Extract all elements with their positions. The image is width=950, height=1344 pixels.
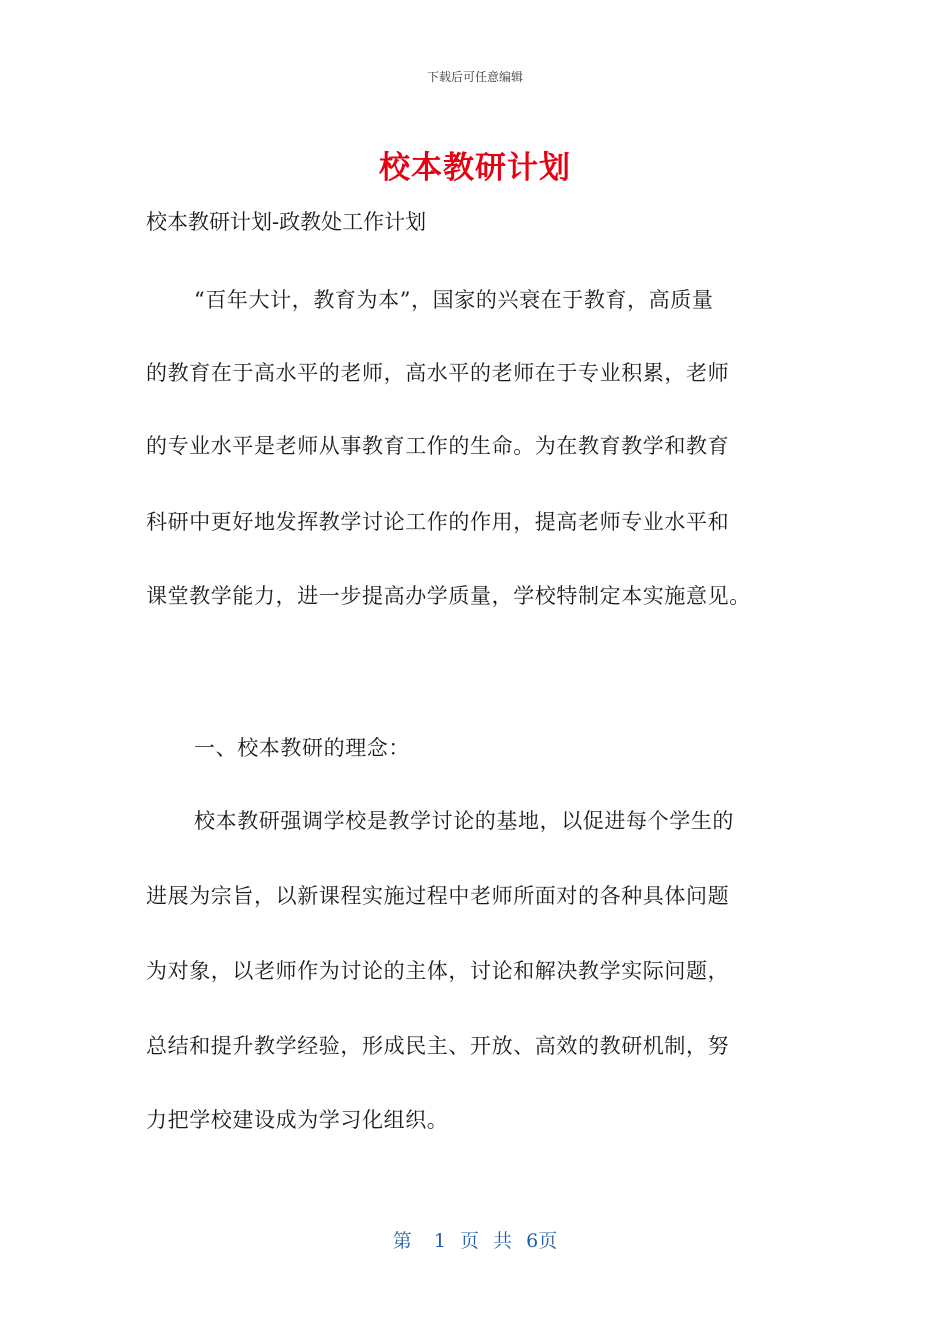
section-heading: 一、校本教研的理念： — [194, 736, 410, 760]
document-title: 校本教研计划 — [379, 150, 571, 186]
footer-total-pages: 6页 — [526, 1230, 558, 1252]
paragraph-line: 课堂教学能力，进一步提高办学质量，学校特制定本实施意见。 — [146, 584, 751, 608]
page-footer — [0, 1226, 950, 1253]
footer-di: 第 — [392, 1230, 412, 1252]
paragraph-line: 力把学校建设成为学习化组织。 — [146, 1108, 449, 1132]
document-subtitle: 校本教研计划-政教处工作计划 — [146, 210, 427, 234]
paragraph-line: 总结和提升教学经验，形成民主、开放、高效的教研机制，努 — [146, 1034, 730, 1058]
footer-page-number: 1 — [433, 1230, 446, 1252]
paragraph-line: 校本教研强调学校是教学讨论的基地，以促进每个学生的 — [194, 809, 734, 833]
footer-gong: 共 — [493, 1230, 513, 1252]
paragraph-line: 的教育在于高水平的老师，高水平的老师在于专业积累，老师 — [146, 361, 730, 385]
paragraph-line: “百年大计，教育为本”，国家的兴衰在于教育，高质量 — [194, 288, 714, 312]
page-header: 下载后可任意编辑 — [426, 70, 523, 84]
paragraph-line: 为对象，以老师作为讨论的主体，讨论和解决教学实际问题， — [146, 959, 730, 983]
paragraph-line: 的专业水平是老师从事教育工作的生命。为在教育教学和教育 — [146, 434, 730, 458]
paragraph-line: 科研中更好地发挥教学讨论工作的作用，提高老师专业水平和 — [146, 510, 730, 534]
footer-ye: 页 — [459, 1230, 479, 1252]
paragraph-line: 进展为宗旨，以新课程实施过程中老师所面对的各种具体问题 — [146, 884, 730, 908]
